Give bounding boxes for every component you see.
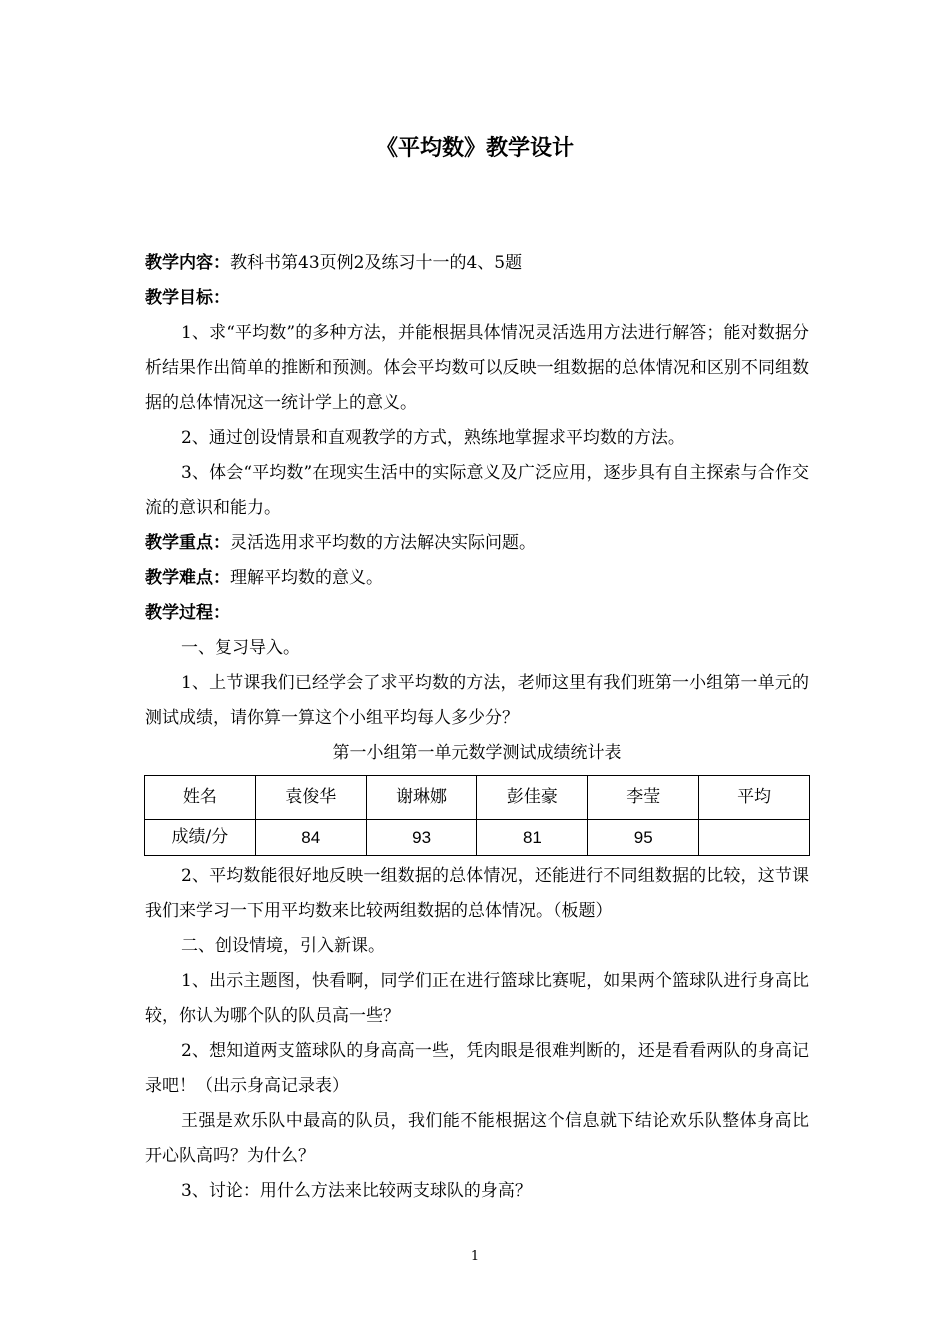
table-header-row xyxy=(145,776,810,820)
table-cell: 成绩/分 xyxy=(145,820,256,856)
process-paragraph-4: 2、想知道两支篮球队的身高高一些，凭肉眼是很难判断的，还是看看两队的身高记录吧！（出示身高记录表） xyxy=(145,1041,809,1096)
score-table xyxy=(144,775,810,856)
table-header-cell: 袁俊华 xyxy=(255,776,366,820)
difficulty-label: 教学难点： xyxy=(145,568,230,588)
table-row xyxy=(145,820,810,856)
process-paragraph-6: 3、讨论：用什么方法来比较两支球队的身高？ xyxy=(181,1181,532,1201)
table-cell-average xyxy=(699,820,810,856)
table-header-cell: 李莹 xyxy=(588,776,699,820)
table-cell: 81 xyxy=(477,820,588,856)
table-cell: 84 xyxy=(255,820,366,856)
table-cell: 95 xyxy=(588,820,699,856)
table-header-cell: 平均 xyxy=(699,776,810,820)
process-paragraph-1: 1、上节课我们已经学会了求平均数的方法，老师这里有我们班第一小组第一单元的测试成绩，请你算一算这个小组平均每人多少分？ xyxy=(145,673,809,728)
process-paragraph-3: 1、出示主题图，快看啊，同学们正在进行篮球比赛呢，如果两个篮球队进行身高比较，你认为哪个队的队员高一些？ xyxy=(145,971,809,1026)
section-new-lesson: 二、创设情境，引入新课。 xyxy=(181,936,385,956)
objective-item-3: 3、体会“平均数”在现实生活中的实际意义及广泛应用，逐步具有自主探索与合作交流的意识和能力。 xyxy=(145,463,809,518)
table-cell: 93 xyxy=(366,820,477,856)
difficulty xyxy=(145,561,809,596)
section-review-intro: 一、复习导入。 xyxy=(181,638,300,658)
teaching-objectives-heading xyxy=(145,281,809,316)
process-paragraph-2: 2、平均数能很好地反映一组数据的总体情况，还能进行不同组数据的比较，这节课我们来学习一下用平均数来比较两组数据的总体情况。（板题） xyxy=(145,866,809,921)
objective-item-1: 1、求“平均数”的多种方法，并能根据具体情况灵活选用方法进行解答；能对数据分析结果作出简单的推断和预测。体会平均数可以反映一组数据的总体情况和区别不同组数据的总体情况这一统计学上的意义。 xyxy=(145,323,809,413)
key-point-text: 灵活选用求平均数的方法解决实际问题。 xyxy=(230,533,536,553)
key-point xyxy=(145,526,809,561)
page-number: 1 xyxy=(470,1249,480,1264)
objective-item-2: 2、通过创设情景和直观教学的方式，熟练地掌握求平均数的方法。 xyxy=(181,428,685,448)
table-header-cell: 谢琳娜 xyxy=(366,776,477,820)
table-header-cell: 姓名 xyxy=(145,776,256,820)
table-header-cell: 彭佳豪 xyxy=(477,776,588,820)
teaching-content-text: 教科书第43页例2及练习十一的4、5题 xyxy=(230,253,523,273)
document-body xyxy=(145,246,809,1209)
process-label: 教学过程： xyxy=(145,603,230,623)
difficulty-text: 理解平均数的意义。 xyxy=(230,568,383,588)
key-point-label: 教学重点： xyxy=(145,533,230,553)
teaching-objectives-label: 教学目标： xyxy=(145,288,230,308)
teaching-content-label: 教学内容： xyxy=(145,253,230,273)
process-heading xyxy=(145,596,809,631)
document-title: 《平均数》教学设计 xyxy=(375,136,574,161)
table-caption: 第一小组第一单元数学测试成绩统计表 xyxy=(332,743,622,763)
teaching-content xyxy=(145,246,809,281)
process-paragraph-5: 王强是欢乐队中最高的队员，我们能不能根据这个信息就下结论欢乐队整体身高比开心队高吗？为什么？ xyxy=(145,1111,809,1166)
